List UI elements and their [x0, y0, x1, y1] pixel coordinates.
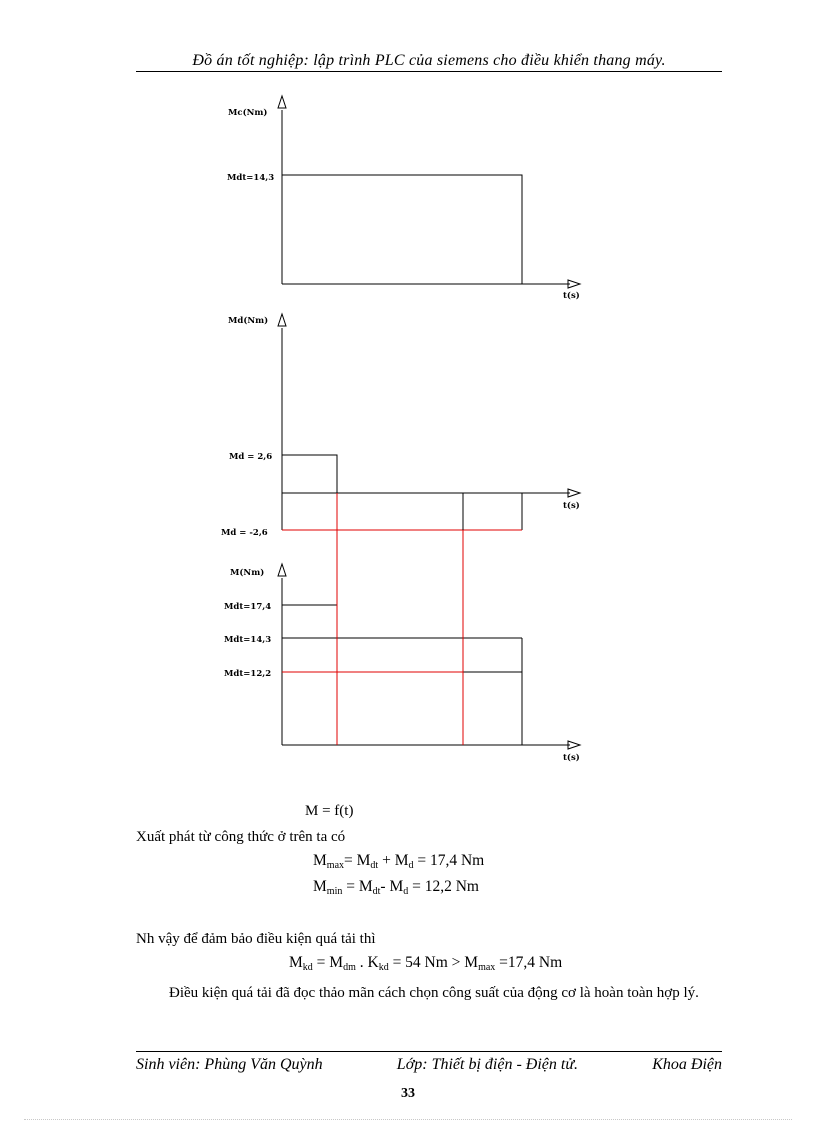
c1-torque-line: [282, 175, 522, 284]
footer-rule: [136, 1051, 722, 1052]
paragraph-1: Nh vậy để đảm bảo điều kiện quá tải thì: [136, 931, 376, 947]
c3-level-17: [282, 605, 337, 638]
c1-x-label: t(s): [563, 291, 580, 301]
page-footer: [136, 1056, 722, 1074]
c3-y-arrow: [278, 564, 286, 576]
c2-y-label: Md(Nm): [228, 316, 269, 326]
footer-student: Sinh viên: Phùng Văn Quỳnh: [136, 1056, 323, 1073]
intro-line: Xuất phát từ công thức ở trên ta có: [136, 829, 346, 845]
c3-label-c: Mdt=12,2: [224, 669, 272, 679]
c2-x-label: t(s): [563, 501, 580, 511]
c2-pos-label: Md = 2,6: [229, 452, 273, 462]
chart-total-torque: [224, 564, 580, 763]
c3-label-b: Mdt=14,3: [224, 635, 272, 645]
c2-pos-pulse: [282, 455, 337, 493]
footer-dept: Khoa Điện: [652, 1056, 722, 1073]
c3-y-label: M(Nm): [230, 568, 265, 578]
c2-y-arrow: [278, 314, 286, 326]
c1-y-arrow: [278, 96, 286, 108]
footer-class: Lớp: Thiết bị điện - Điện tử.: [396, 1056, 579, 1073]
page-number: 33: [401, 1086, 415, 1101]
equation-max: $M_{max}= M_{dt} + M_d = 17,4$ Nm: [313, 852, 485, 871]
page-header: Đồ án tốt nghiệp: lập trình PLC của siemens cho điều khiển thang máy.: [192, 52, 666, 69]
equation-overload: $M_{kd} = M_{dm}$ . $K_{kd} = 54$ $Nm > M_{max} =17,4$ Nm: [289, 954, 563, 973]
c1-level-label: Mdt=14,3: [227, 173, 275, 183]
chart-load-torque: [227, 96, 580, 301]
c3-label-a: Mdt=17,4: [224, 602, 272, 612]
c3-x-label: t(s): [563, 753, 580, 763]
page-bottom-dotted-line: [24, 1119, 792, 1120]
c2-neg-label: Md = -2,6: [221, 528, 268, 538]
equation-min: $M_{min} = M_{dt}-$ $M_d = 12,2$ Nm: [313, 878, 479, 897]
paragraph-2: Điều kiện quá tải đã đọc thảo mãn cách chọn công suất của động cơ là hoàn toàn hợp lý.: [169, 985, 699, 1001]
red-guides: [337, 493, 463, 745]
c1-y-label: Mc(Nm): [228, 108, 268, 118]
chart-dynamic-torque: [221, 314, 580, 538]
formula-caption: M = f(t): [305, 803, 354, 819]
